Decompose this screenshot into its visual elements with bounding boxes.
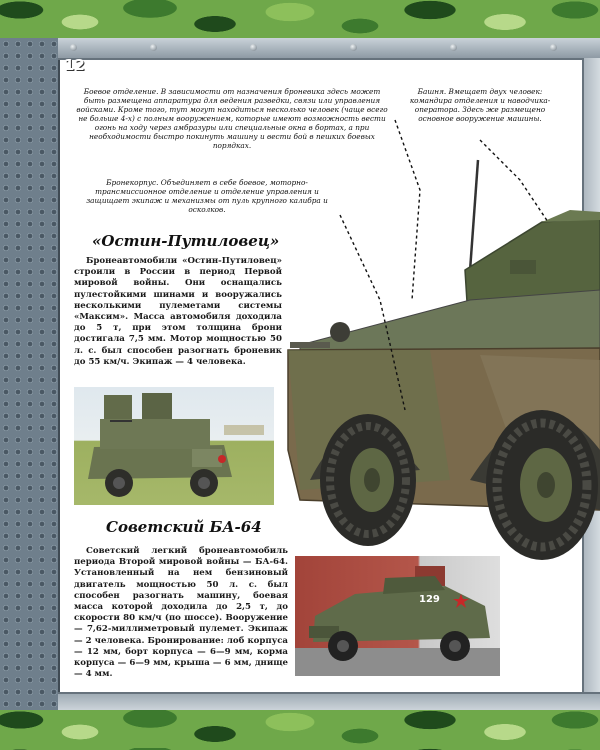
front-wheel [320,414,416,546]
section-text-ostin: Бронеавтомобили «Остин-Путиловец» строили в России в период Первой мировой войны. Они оснащались пулестойкими шинами и вооружались несколькими пулеметами системы «Максим». Масса автомобиля доходила до 5 т, при этом толщина брони достигала 7,5 мм. Мотор мощностью 50 л. с. был способен разогнать броневик до 55 км/ч. Экипаж — 4 человека. [74,256,282,367]
section-title-ba64: Советский БА-64 [106,518,262,536]
caption-turret: Башня. Вмещает двух человек: командира отделения и наводчика-оператора. Здесь же размещено основное вооружение машины. [409,87,551,123]
photo-ba64 [295,556,500,676]
armored-vehicle-illustration [280,150,600,590]
rivet [550,44,557,51]
camouflage-top-band [0,0,600,38]
camouflage-bottom-band [0,710,600,750]
page-number: 12 [64,56,85,74]
riveted-metal-frame-left [0,38,60,710]
section-title-ostin: «Остин-Путиловец» [92,232,280,250]
rivet [450,44,457,51]
rivet [250,44,257,51]
section-text-ba64: Советский легкий бронеавтомобиль периода Второй мировой войны — БА-64. Установленный на нем бензиновый двигатель мощностью 50 л. с. был способен разогнать машину, боевая масса которой доходила до 2,5 т, до скорости 80 км/ч (по шоссе). Вооружение — 7,62-миллиметровый пулемет. Экипаж — 2 человека. Бронирование: лоб корпуса — 12 мм, борт корпуса — 6—9 мм, корма корпуса — 6—9 мм, крыша — 6 мм, днище — 4 мм. [74,546,288,680]
vehicle-number: 129 [419,594,440,605]
metal-frame-top [58,38,600,60]
rear-wheel [486,410,598,560]
photo-austin-putilovets [74,387,274,505]
rivet [150,44,157,51]
caption-hull: Бронекорпус. Объединяет в себе боевое, моторно-трансмиссионное отделение и отделение управления и защищает экипаж и механизмы от пуль крупного калибра и осколков. [86,178,328,214]
rivet [350,44,357,51]
metal-frame-bottom [58,692,600,710]
rivet [70,44,77,51]
caption-combat-compartment: Боевое отделение. В зависимости от назначения броневика здесь может быть размещена аппаратура для ведения разведки, связи или управления войсками. Кроме того, тут могут находиться несколько человек (чаще всего не больше 4-х) с полным вооружением, которые имеют возможность вести огонь на ходу через амбразуры или специальные окна в бортах, а при необходимости быстро покинуть машину и вести бой в пешких боевых порядках. [76,87,388,150]
